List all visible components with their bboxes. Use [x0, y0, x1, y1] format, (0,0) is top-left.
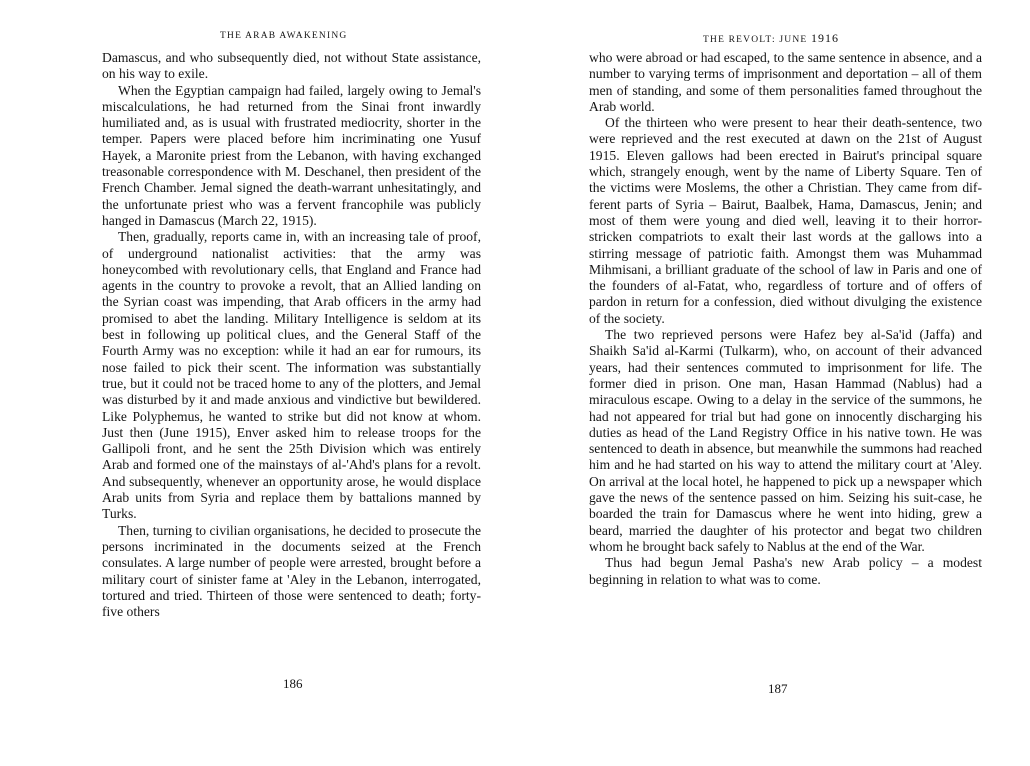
page-number-right: 187 — [768, 681, 788, 696]
paragraph: Then, gradually, reports came in, with an increasing tale of proof, of underground nationalist activities: that the army was honeycombed with revolutionary cells, that England and France had agents in the country to provoke a revolt, that an Allied landing on the Syrian coast was impending, that Arab officers in the army had promised to abet the landing. Military Intelligence is seldom at its best in following up political clues, and the General Staff of the Fourth Army was no exception: while it had an ear for rumours, its nose failed to pick their scent. The information was substantially true, but it could not be traced home to any of the plotters, and Jemal was disturbed by it and made anxious and vindictive but bewildered. Like Polyphemus, he wanted to strike but did not know at whom. Just then (June 1915), Enver asked him to release troops for the Gallipoli front, and he sent the 25th Division which was entirely Arab and formed one of the mainstays of al-'Ahd's plans for a revolt. And subsequently, whenever an opportunity arose, he would displace Arab units from Syria and replace them by battalions manned by Turks. — [102, 229, 481, 522]
page-number-left: 186 — [283, 676, 303, 691]
right-body-text — [589, 50, 982, 588]
running-head-left: THE ARAB AWAKENING — [220, 31, 348, 41]
running-head-right — [703, 31, 839, 46]
paragraph: Of the thirteen who were present to hear their death-sentence, two were reprieved and the rest executed at dawn on the 21st of August 1915. Eleven gallows had been erected in Bairut's principal square which, strangely enough, went by the name of Liberty Square. Ten of the victims were Moslems, the other a Christian. They came from different parts of Syria – Bairut, Baalbek, Hama, Damascus, Jenin; and most of them were young and died well, leaving it to their horror-stricken compatriots to exalt their last words at the gallows into a stirring message of patriotic faith. Amongst them was Muhammad Mihmisani, a brilliant graduate of the school of law in Paris and one of the founders of al-Fatat, who, regardless of torture and of offers of pardon in return for a confession, died without divulging the existence of the society. — [589, 115, 982, 326]
paragraph: Thus had begun Jemal Pasha's new Arab policy – a modest beginning in relation to what was to come. — [589, 555, 982, 587]
paragraph: who were abroad or had escaped, to the same sentence in absence, and a number to varying terms of imprisonment and deportation – all of them men of standing, and some of them personalities famed throughout the Arab world. — [589, 50, 982, 114]
running-head-title: THE REVOLT: JUNE — [703, 35, 808, 45]
running-head-year: 1916 — [810, 31, 839, 45]
paragraph: Then, turning to civilian organisations, he decided to prosecute the persons incriminated in the documents seized at the French consulates. A large number of people were arrested, brought before a military court of sinister fame at 'Aley in the Lebanon, interrogated, tortured and tried. Thirteen of those were sentenced to death; forty-five others — [102, 522, 481, 620]
paragraph: The two reprieved persons were Hafez bey al-Sa'id (Jaffa) and Shaikh Sa'id al-Karmi (Tulkarm), who, on account of their advanced years, had their sentences commuted to imprisonment for life. The former died in prison. One man, Hasan Hammad (Nablus) had a miraculous escape. Owing to a delay in the service of the summons, he had not appeared for trial but had gone on innocently discharging his duties as head of the Land Registry Office in his native town. He was sentenced to death in absence, but meanwhile the summons had reached him and he had started on his way to attend the military court at 'Aley. On arrival at the local hotel, he happened to pick up a newspaper which gave the news of the sentence passed on him. Seizing his suit-case, he boarded the train for Damascus where he went into hiding, grew a beard, married the daughter of his protector and begat two children whom he brought back safely to Nablus at the end of the War. — [589, 327, 982, 554]
paragraph: Damascus, and who subsequently died, not without State assistance, on his way to exile. — [102, 50, 481, 82]
paragraph: When the Egyptian campaign had failed, largely owing to Jemal's miscalculations, he had returned from the Sinai front inwardly humiliated and, as is usual with frustrated mediocrity, shorter in the temper. Papers were placed before him incriminating one Yusuf Hayek, a Maronite priest from the Lebanon, with having exchanged treasonable correspondence with M. Deschanel, then president of the French Chamber. Jemal signed the death-warrant unhesitatingly, and the unfortunate priest who was a fervent francophile was publicly hanged in Damascus (March 22, 1915). — [102, 82, 481, 228]
right-page — [515, 0, 1030, 766]
left-body-text — [102, 50, 481, 620]
